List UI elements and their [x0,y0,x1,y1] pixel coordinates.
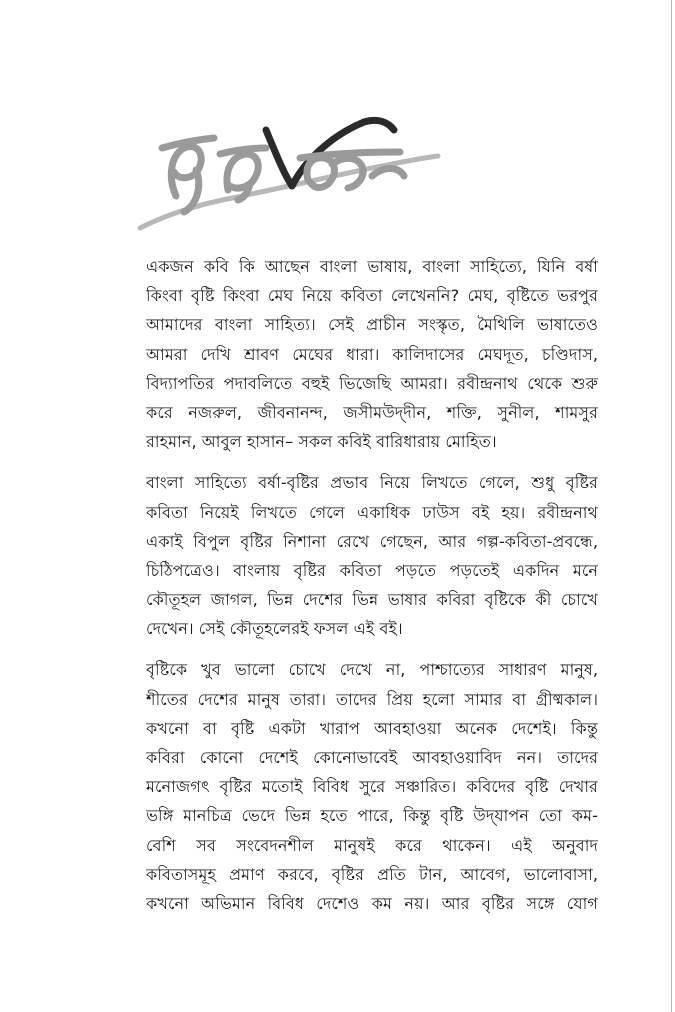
text-line: একাই বিপুল বৃষ্টির নিশানা রেখে গেছেন, আর গল্প-কবিতা-প্রবন্ধে, [146,531,598,551]
text-line: ভঙ্গি মানচিত্র ভেদে ভিন্ন হতে পারে, কিন্তু বৃষ্টি উদ্‌যাপন তো কম- [146,806,598,826]
text-line: বাংলা সাহিত্যে বর্ষা-বৃষ্টির প্রভাব নিয়ে লিখতে গেলে, শুধু বৃষ্টির [146,473,598,493]
text-line: করে নজরুল, জীবনানন্দ, জসীমউদ্‌দীন, শক্তি, সুনীল, শামসুর [146,402,598,422]
text-line: আমাদের বাংলা সাহিত্য। সেই প্রাচীন সংস্কৃত, মৈথিলি ভাষাতেও [146,315,598,335]
text-line: কখনো অভিমান বিবিধ দেশেও কম নয়। আর বৃষ্টির সঙ্গে যোগ [146,893,598,913]
body-text [146,252,598,930]
text-line: বৃষ্টিকে খুব ভালো চোখে দেখে না, পাশ্চাত্যের সাধারণ মানুষ, [146,660,598,680]
text-line: চিঠিপত্রেও। বাংলায় বৃষ্টির কবিতা পড়তে পড়তেই একদিন মনে [146,560,598,580]
text-line: কিংবা বৃষ্টি কিংবা মেঘ নিয়ে কবিতা লেখেননি? মেঘ, বৃষ্টিতে ভরপুর [146,286,598,306]
page-heading [452,100,453,101]
paragraph [146,655,598,918]
text-line: একজন কবি কি আছেন বাংলা ভাষায়, বাংলা সাহিত্যে, যিনি বর্ষা [146,257,598,276]
text-line: মনোজগৎ বৃষ্টির মতোই বিবিধ সুরে সঞ্চারিত। কবিদের বৃষ্টি দেখার [146,777,598,797]
page-edge-divider [671,0,672,1012]
text-line: দেখেন। সেই কৌতূহলেরই ফসল এই বই। [146,619,403,639]
text-line: বিদ্যাপতির পদাবলিতে বহুই ভিজেছি আমরা। রবীন্দ্রনাথ থেকে শুরু [146,373,598,393]
heading-calligraphy-art [132,100,452,240]
text-line: শীতের দেশের মানুষ তারা। তাদের প্রিয় হলো সামার বা গ্রীষ্মকাল। [146,689,598,709]
paragraph [146,468,598,643]
text-line: কখনো বা বৃষ্টি একটা খারাপ আবহাওয়া অনেক দেশেই। কিন্তু [146,718,598,738]
text-line: কৌতূহল জাগল, ভিন্ন দেশের ভিন্ন ভাষার কবিরা বৃষ্টিকে কী চোখে [146,590,598,610]
text-line: কবিরা কোনো দেশেই কোনোভাবেই আবহাওয়াবিদ নন। তাদের [146,748,598,767]
text-line: আমরা দেখি শ্রাবণ মেঘের ধারা। কালিদাসের মেঘদূত, চণ্ডিদাস, [146,344,598,364]
text-line: রাহমান, আবুল হাসান– সকল কবিই বারিধারায় মোহিত। [146,432,497,452]
text-line: বেশি সব সংবেদনশীল মানুষই করে থাকেন। এই অনুবাদ [146,835,598,855]
text-line: কবিতাসমূহ প্রমাণ করবে, বৃষ্টির প্রতি টান, আবেগ, ভালোবাসা, [146,864,598,884]
heading-calligraphy [132,100,452,240]
paragraph [146,252,598,456]
text-line: কবিতা নিয়েই লিখতে গেলে একাধিক ঢাউস বই হয়। রবীন্দ্রনাথ [146,502,598,522]
